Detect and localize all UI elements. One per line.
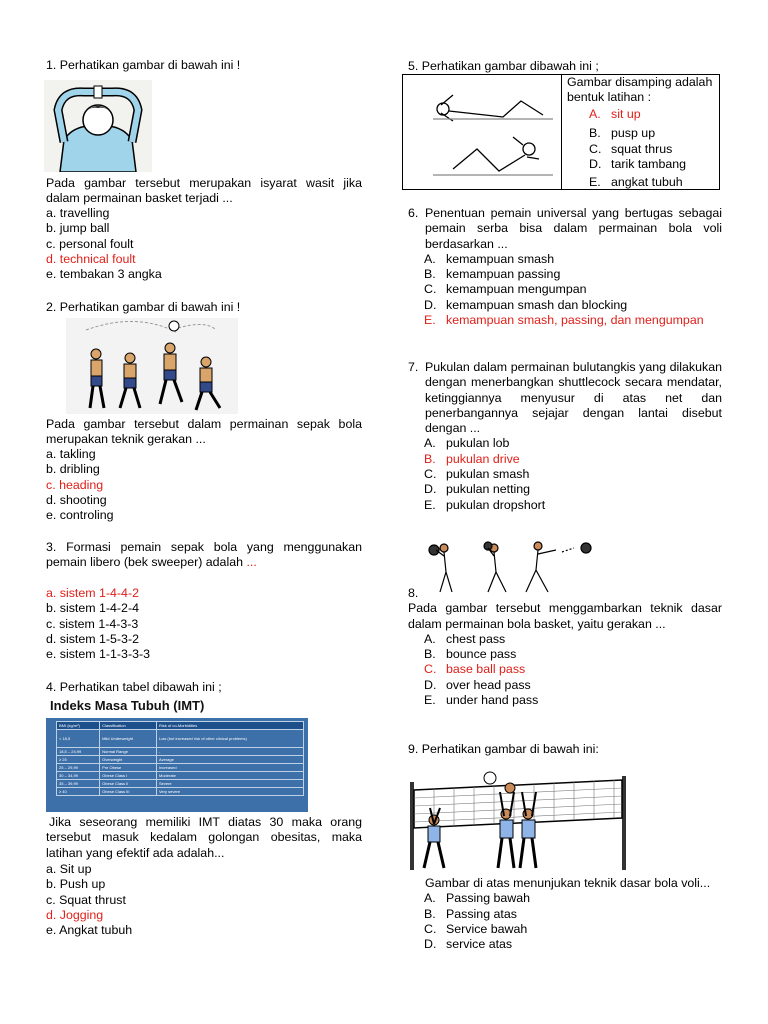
option-d[interactable]: [567, 157, 717, 172]
option-text: kemampuan smash, passing, dan mengumpan: [446, 313, 704, 328]
table-cell: Pre Obese: [100, 764, 157, 772]
question-1-title: 1. Perhatikan gambar di bawah ini !: [46, 58, 241, 72]
option-d[interactable]: [408, 678, 722, 693]
option-a-answer[interactable]: a. sistem 1-4-4-2: [46, 586, 139, 600]
option-text: tarik tambang: [611, 156, 687, 171]
option-b[interactable]: b. jump ball: [46, 221, 110, 236]
option-c[interactable]: [567, 142, 717, 157]
table-cell: Obese Class I: [100, 772, 157, 780]
question-4-options: [46, 862, 362, 938]
option-letter: D.: [424, 482, 437, 497]
option-letter: D.: [589, 156, 602, 171]
option-b-answer[interactable]: [408, 452, 722, 467]
table-row: [57, 730, 304, 748]
option-e[interactable]: e. tembakan 3 angka: [46, 267, 162, 282]
table-cell: ≥ 25: [57, 756, 100, 764]
option-letter: D.: [424, 677, 437, 692]
option-text: pusp up: [611, 126, 656, 141]
table-cell: < 18,5: [57, 730, 100, 748]
option-text: angkat tubuh: [611, 175, 683, 190]
table-cell: Normal Range: [100, 748, 157, 756]
option-b[interactable]: [408, 907, 722, 922]
option-letter: C.: [424, 921, 437, 936]
option-text: kemampuan mengumpan: [446, 282, 587, 297]
question-4-title: 4. Perhatikan tabel dibawah ini ;: [46, 680, 222, 694]
table-cell: ≥ 40: [57, 788, 100, 796]
question-2-body: Pada gambar tersebut dalam permainan sepak bola merupakan teknik gerakan ...: [46, 417, 362, 447]
option-e-answer[interactable]: [408, 313, 722, 328]
referee-signal-figure: [44, 80, 152, 172]
option-text: under hand pass: [446, 693, 539, 708]
question-7-body: Pukulan dalam permainan bulutangkis yang dilakukan dengan menerbangkan shuttlecock secara mendatar, ketinggiannya menyusur di atas net dan penerbangannya sejajar dengan lantai disebut dengan ...: [425, 360, 722, 436]
option-text: kemampuan smash dan blocking: [446, 297, 628, 312]
table-row: [57, 748, 304, 756]
option-text: base ball pass: [446, 662, 526, 677]
option-letter: E.: [424, 497, 436, 512]
option-b[interactable]: [408, 267, 722, 282]
option-c-answer[interactable]: [408, 662, 722, 677]
option-e[interactable]: e. sistem 1-1-3-3-3: [46, 647, 150, 662]
option-text: kemampuan smash: [446, 251, 555, 266]
option-text: bounce pass: [446, 647, 517, 662]
question-8-number: 8.: [408, 586, 419, 600]
table-row: [57, 772, 304, 780]
option-c[interactable]: c. personal foult: [46, 236, 134, 251]
question-5-box: [402, 74, 720, 190]
question-3-text: 3. Formasi pemain sepak bola yang menggunakan pemain libero (bek sweeper) adalah: [46, 540, 362, 570]
table-cell: Mild Underweight: [100, 730, 157, 748]
question-1-options: [46, 206, 362, 282]
option-letter: A.: [424, 631, 436, 646]
header-risk: Risk of co-Morbidities: [156, 722, 303, 730]
table-cell: Low (but increased risk of other clinical problems): [156, 730, 303, 748]
table-cell: 25 – 29,99: [57, 764, 100, 772]
option-d[interactable]: [408, 298, 722, 313]
table-cell: Average: [156, 756, 303, 764]
question-5-box-text: Gambar disamping adalah bentuk latihan :: [567, 75, 713, 105]
option-b[interactable]: b. Push up: [46, 877, 106, 892]
option-letter: D.: [424, 937, 437, 952]
option-letter: C.: [589, 141, 602, 156]
option-letter: A.: [424, 891, 436, 906]
option-text: Passing bawah: [446, 891, 531, 906]
option-c[interactable]: [408, 282, 722, 297]
option-c[interactable]: [408, 922, 722, 937]
option-text: chest pass: [446, 631, 506, 646]
option-a-answer[interactable]: [567, 107, 717, 122]
table-cell: 35 – 39,99: [57, 780, 100, 788]
option-e[interactable]: [408, 693, 722, 708]
option-letter: A.: [424, 251, 436, 266]
option-letter: E.: [589, 175, 601, 190]
option-letter: E.: [424, 693, 436, 708]
question-8: [408, 586, 722, 708]
volleyball-block-figure: [410, 768, 628, 872]
table-cell: 30 – 34,99: [57, 772, 100, 780]
question-2-title: 2. Perhatikan gambar di bawah ini !: [46, 300, 241, 314]
question-7-stem: [408, 360, 722, 436]
question-6: [408, 206, 722, 328]
option-text: pukulan dropshort: [446, 497, 546, 512]
question-7-number: 7.: [408, 360, 419, 374]
option-text: Service bawah: [446, 921, 528, 936]
option-letter: B.: [424, 451, 436, 466]
option-letter: D.: [424, 297, 437, 312]
option-a[interactable]: a. travelling: [46, 206, 110, 220]
table-cell: Increased: [156, 764, 303, 772]
option-text: pukulan lob: [446, 436, 510, 451]
option-b[interactable]: b. sistem 1-4-2-4: [46, 601, 139, 616]
option-letter: B.: [424, 267, 436, 282]
question-5-options: [567, 107, 717, 190]
option-text: pukulan netting: [446, 482, 531, 497]
option-letter: E.: [424, 313, 436, 328]
table-cell: Severe: [156, 780, 303, 788]
option-a[interactable]: [408, 891, 722, 906]
option-text: Passing atas: [446, 906, 517, 921]
option-letter: B.: [424, 906, 436, 921]
table-cell: Obese Class II: [100, 780, 157, 788]
table-cell: 18,5 – 24,99: [57, 748, 100, 756]
option-text: sit up: [611, 107, 641, 121]
question-7: [408, 360, 722, 513]
table-cell: Moderate: [156, 772, 303, 780]
option-letter: C.: [424, 662, 437, 677]
option-b[interactable]: b. dribling: [46, 462, 100, 477]
question-2-options: [46, 447, 362, 523]
imt-table-figure: [46, 696, 308, 812]
question-6-stem: [408, 206, 722, 252]
question-3-body: [46, 540, 362, 571]
option-a[interactable]: a. takling: [46, 447, 96, 461]
table-cell: Obese Class III: [100, 788, 157, 796]
question-9-title: 9. Perhatikan gambar di bawah ini:: [408, 742, 599, 756]
option-e[interactable]: [567, 175, 717, 190]
option-text: pukulan smash: [446, 467, 530, 482]
imt-table-title: Indeks Masa Tubuh (IMT): [46, 696, 308, 718]
question-6-body: Penentuan pemain universal yang bertugas sebagai pemain serba bisa dalam permainan bola voli berdasarkan ...: [425, 206, 722, 251]
option-e[interactable]: e. Angkat tubuh: [46, 923, 133, 938]
option-b[interactable]: [567, 126, 717, 141]
situp-figure: [403, 75, 562, 189]
option-d-answer[interactable]: d. technical foult: [46, 251, 136, 266]
table-cell: -: [156, 748, 303, 756]
option-letter: C.: [424, 467, 437, 482]
header-classification: Classification: [100, 722, 157, 730]
table-row: [57, 764, 304, 772]
question-4-body: Jika seseorang memiliki IMT diatas 30 maka orang tersebut masuk kedalam golongan obesitas, maka latihan yang efektif ada adalah...: [46, 815, 362, 860]
option-a[interactable]: [408, 252, 722, 267]
question-5-title: 5. Perhatikan gambar dibawah ini ;: [408, 59, 599, 73]
option-d[interactable]: d. sistem 1-5-3-2: [46, 631, 139, 646]
table-cell: Overweight: [100, 756, 157, 764]
option-letter: A.: [424, 436, 436, 451]
option-c-answer[interactable]: c. heading: [46, 477, 104, 492]
question-1: [46, 58, 362, 73]
question-9-body: Gambar di atas menunjukan teknik dasar bola voli...: [425, 876, 711, 890]
option-b[interactable]: [408, 647, 722, 662]
option-letter: B.: [589, 126, 601, 141]
option-text: service atas: [446, 937, 513, 952]
option-c[interactable]: [408, 467, 722, 482]
question-9: [408, 876, 722, 952]
header-bmi: BMI (kg/m²): [57, 722, 100, 730]
option-d[interactable]: [408, 482, 722, 497]
question-3-options: [46, 586, 362, 662]
option-a[interactable]: [408, 632, 722, 647]
option-letter: A.: [589, 107, 601, 121]
option-text: over head pass: [446, 677, 531, 692]
option-letter: C.: [424, 282, 437, 297]
question-3-ellipsis: ...: [246, 555, 257, 570]
option-c[interactable]: c. sistem 1-4-3-3: [46, 616, 139, 631]
option-d-answer[interactable]: d. Jogging: [46, 907, 104, 922]
option-text: pukulan drive: [446, 451, 520, 466]
question-1-body: Pada gambar tersebut merupakan isyarat wasit jika dalam permainan basket terjadi ...: [46, 176, 362, 206]
imt-table-header: [57, 722, 304, 730]
option-d[interactable]: d. shooting: [46, 492, 107, 507]
option-text: squat thrus: [611, 141, 673, 156]
table-row: [57, 780, 304, 788]
table-cell: Very severe: [156, 788, 303, 796]
soccer-heading-figure: [66, 318, 238, 414]
imt-table: [56, 721, 304, 796]
table-row: [57, 756, 304, 764]
option-a[interactable]: a. Sit up: [46, 862, 92, 876]
option-a[interactable]: [408, 436, 722, 451]
option-e[interactable]: [408, 498, 722, 513]
option-text: kemampuan passing: [446, 267, 561, 282]
option-e[interactable]: e. controling: [46, 508, 114, 523]
option-letter: B.: [424, 647, 436, 662]
option-c[interactable]: c. Squat thrust: [46, 892, 126, 907]
question-8-body: Pada gambar tersebut menggambarkan teknik dasar dalam permainan bola basket, yaitu gerakan ...: [408, 601, 722, 631]
question-6-number: 6.: [408, 206, 419, 220]
option-d[interactable]: [408, 937, 722, 952]
table-row: [57, 788, 304, 796]
